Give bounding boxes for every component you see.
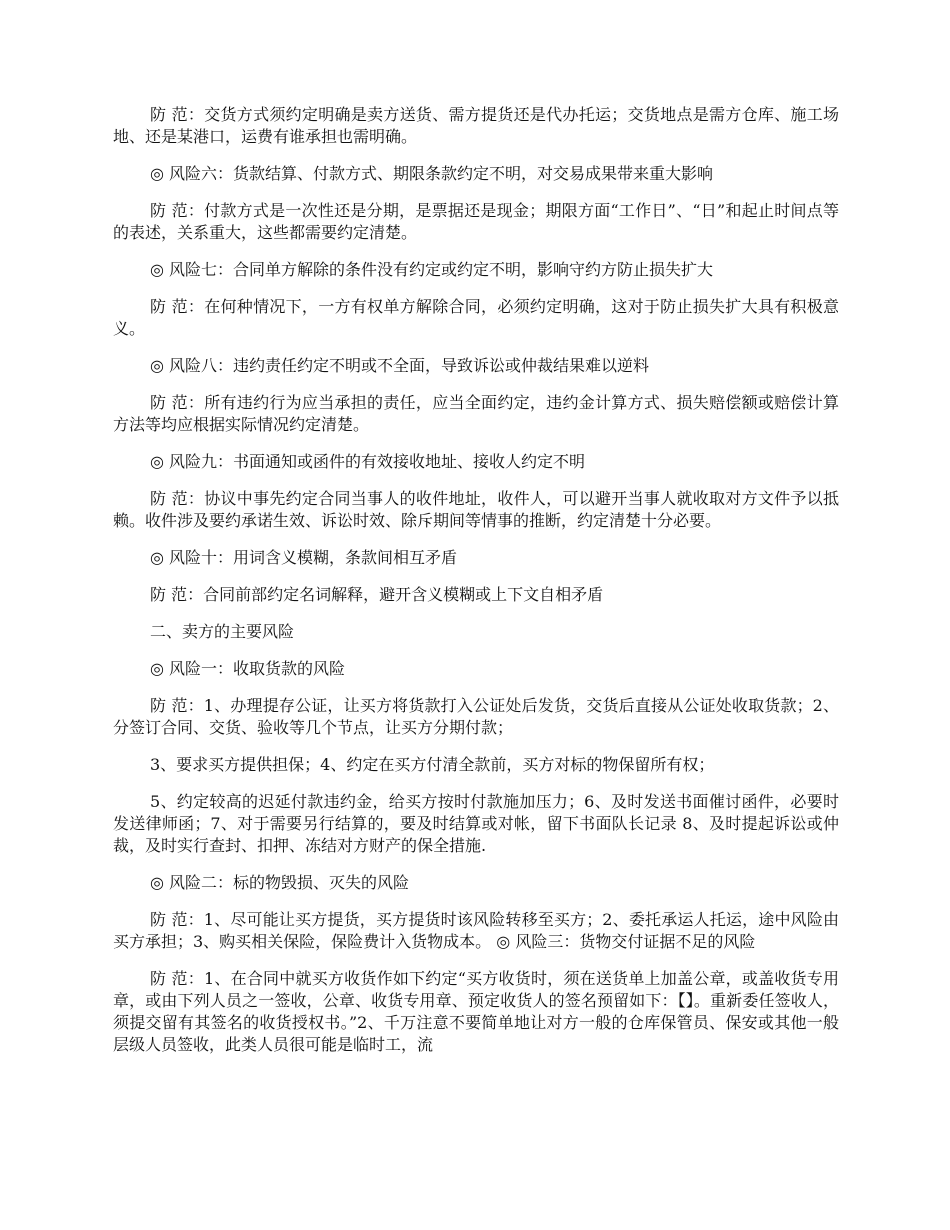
risk-eight-heading: ◎ 风险八：违约责任约定不明或不全面，导致诉讼或仲裁结果难以逆料 xyxy=(150,356,650,375)
paragraph-damage-prevention: 防 范：1、尽可能让买方提货，买方提货时该风险转移至买方；2、委托承运人托运，途中风险由买方承担；3、购买相关保险，保险费计入货物成本。 ◎ 风险三：货物交付证据不足的风险 xyxy=(113,910,839,951)
paragraph-payment-prevention: 防 范：付款方式是一次性还是分期，是票据还是现金；期限方面“工作日”、“日”和起止时间点等的表述，关系重大，这些都需要约定清楚。 xyxy=(113,201,839,242)
paragraph-evidence-prevention: 防 范：1、在合同中就买方收货作如下约定“买方收货时，须在送货单上加盖公章，或盖收货专用章，或由下列人员之一签收，公章、收货专用章、预定收货人的签名预留如下：【】。重新委任签收人，须提交留有其签名的收货授权书。”2、千万注意不要简单地让对方一般的仓库保管员、保安或其他一般层级人员签收，此类人员很可能是临时工，流 xyxy=(113,969,839,1054)
paragraph-collection-prevention-1: 防 范：1、办理提存公证，让买方将货款打入公证处后发货，交货后直接从公证处收取货款；2、分签订合同、交货、验收等几个节点，让买方分期付款； xyxy=(113,696,839,737)
risk-seven-heading: ◎ 风险七：合同单方解除的条件没有约定或约定不明，影响守约方防止损失扩大 xyxy=(150,260,714,279)
section-seller-risks-heading: 二、卖方的主要风险 xyxy=(150,622,295,641)
paragraph-collection-prevention-3: 5、约定较高的迟延付款违约金，给买方按时付款施加压力；6、及时发送书面催讨函件，必要时发送律师函；7、对于需要另行结算的，要及时结算或对帐，留下书面队长记录 8、及时提起诉讼或仲裁，及时实行查封、扣押、冻结对方财产的保全措施. xyxy=(113,792,839,855)
paragraph-notice-prevention: 防 范：协议中事先约定合同当事人的收件地址，收件人，可以避开当事人就收取对方文件予以抵赖。收件涉及要约承诺生效、诉讼时效、除斥期间等情事的推断，约定清楚十分必要。 xyxy=(113,489,839,530)
paragraph-delivery-prevention: 防 范：交货方式须约定明确是卖方送货、需方提货还是代办托运；交货地点是需方仓库、施工场地、还是某港口，运费有谁承担也需明确。 xyxy=(113,105,839,146)
paragraph-termination-prevention: 防 范：在何种情况下，一方有权单方解除合同，必须约定明确，这对于防止损失扩大具有积极意义。 xyxy=(113,297,839,338)
paragraph-liability-prevention: 防 范：所有违约行为应当承担的责任，应当全面约定，违约金计算方式、损失赔偿额或赔偿计算方法等均应根据实际情况约定清楚。 xyxy=(113,393,839,434)
risk-ten-heading: ◎ 风险十：用词含义模糊，条款间相互矛盾 xyxy=(150,548,458,567)
paragraph-wording-prevention: 防 范：合同前部约定名词解释，避开含义模糊或上下文自相矛盾 xyxy=(150,585,604,604)
paragraph-collection-prevention-2: 3、要求买方提供担保；4、约定在买方付清全款前，买方对标的物保留所有权； xyxy=(150,755,715,774)
seller-risk-one-heading: ◎ 风险一：收取货款的风险 xyxy=(150,659,346,678)
document-page xyxy=(113,104,839,1071)
seller-risk-two-heading: ◎ 风险二：标的物毁损、灭失的风险 xyxy=(150,873,410,892)
risk-nine-heading: ◎ 风险九：书面通知或函件的有效接收地址、接收人约定不明 xyxy=(150,452,586,471)
risk-six-heading: ◎ 风险六：货款结算、付款方式、期限条款约定不明，对交易成果带来重大影响 xyxy=(150,164,714,183)
